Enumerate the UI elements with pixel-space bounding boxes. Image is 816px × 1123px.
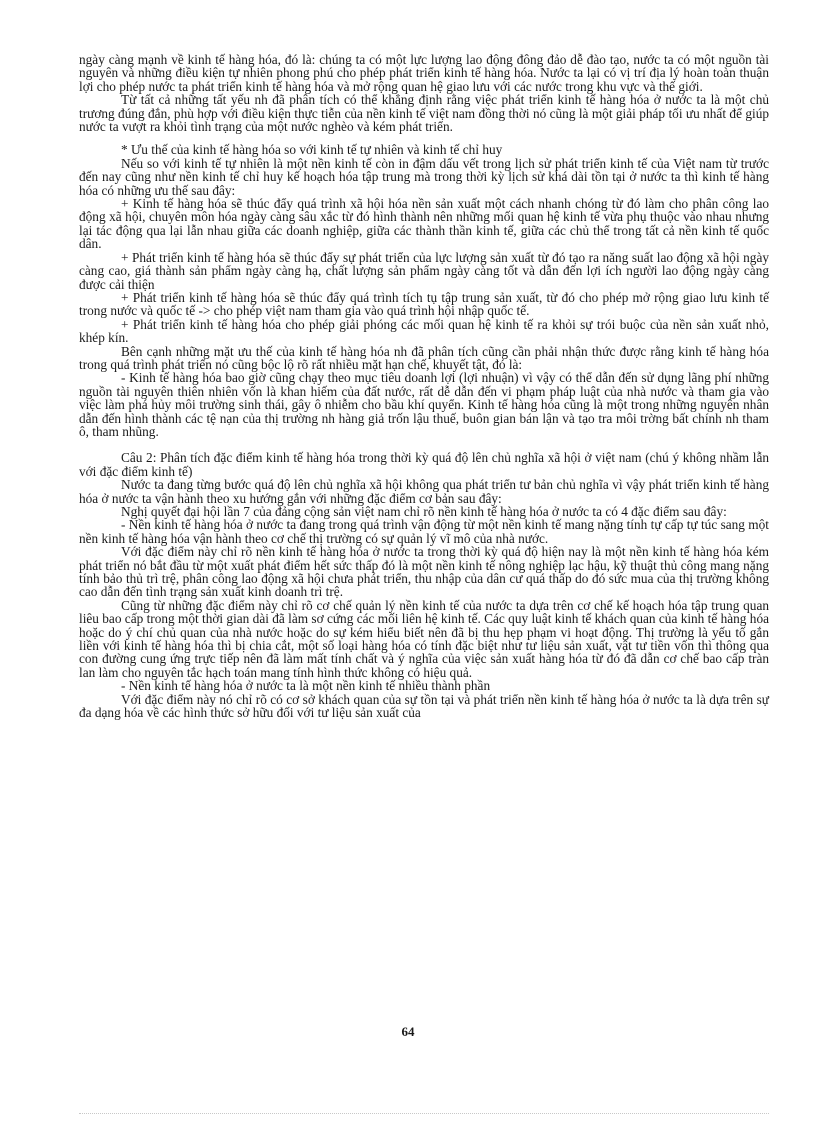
list-item: + Phát triển kinh tế hàng hóa sẽ thúc đẩy sự phát triển của lực lượng sản xuất từ đó tạo ra năng suất lao động xã hội ngày càng cao, giá thành sản phẩm ngày càng hạ, chất lượng sản phẩm ngày càng tốt và dẫn đến lợi ích người lao động ngày càng được cải thiện (79, 249, 769, 292)
list-item: - Nền kinh tế hàng hóa ở nước ta đang trong quá trình vận động từ một nền kinh tế mang nặng tính tự cấp tự túc sang một nền kinh tế hàng hóa vận hành theo cơ chế thị trường có sự quản lý vĩ mô của nhà nước. (79, 517, 769, 546)
document-body (79, 53, 769, 720)
list-item: + Phát triển kinh tế hàng hóa sẽ thúc đẩy quá trình tích tụ tập trung sản xuất, từ đó cho phép mở rộng giao lưu kinh tế trong nước và quốc tế -> cho phép việt nam tham gia vào quá trình hội nhập quốc tế. (79, 289, 769, 319)
question-heading: Câu 2: Phân tích đặc điểm kinh tế hàng hóa trong thời kỳ quá độ lên chủ nghĩa xã hội ở việt nam (chú ý không nhầm lẫn với đặc điểm kinh tế) (79, 450, 769, 479)
paragraph: ngày càng mạnh về kinh tế hàng hóa, đó là: chúng ta có một lực lượng lao động đông đảo dễ đào tạo, nước ta có một nguồn tài nguyên và những điều kiện tự nhiên phong phú cho phép phát triển kinh tế hàng hóa. Nước ta lại có vị trí địa lý hoàn toàn thuận lợi cho phép nước ta phát triển kinh tế hàng hóa và mở rộng quan hệ giao lưu với các nước trong khu vực và thế giới. (79, 52, 769, 94)
page-number: 64 (401, 1024, 415, 1039)
paragraph: Với đặc điểm này chỉ rõ nền kinh tế hàng hóa ở nước ta trong thời kỳ quá độ hiện nay là một nền kinh tế hàng hóa kém phát triển nó bắt đầu từ một xuất phát điểm hết sức thấp đó là một nền kinh tế nông nghiệp lạc hậu, kỹ thuật thủ công mang nặng tính bảo thủ trì trệ, phân công lao động xã hội chưa phát triển, thu nhập của dân cư quá thấp do đó sức mua của thị trường không cao dẫn đến tình trạng sản xuất kinh doanh trì trệ. (79, 544, 769, 600)
paragraph: Cũng từ những đặc điểm này chỉ rõ cơ chế quản lý nền kinh tế của nước ta dựa trên cơ chế kế hoạch hóa tập trung quan liêu bao cấp trong một thời gian dài đã làm sơ cứng các mối liên hệ kinh tế. Các quy luật kinh tế khách quan của kinh tế hàng hóa hoặc do ý chí chủ quan của nhà nước hoặc do sự kém hiểu biết nên đã bị thu hẹp phạm vi hoạt động. Thị trường là yếu tố gắn liền với kinh tế hàng hóa thì bị chia cắt, một số loại hàng hóa có tính đặc biệt như tư liệu sản xuất, vật tư tiền vốn thì thông qua con đường cung ứng trực tiếp nên đã làm mất tính chất và ý nghĩa của việc sản xuất hàng hóa từ đó đã dẫn cơ chế bao cấp tràn lan làm cho nguyên tắc hạch toán mang tính hình thức không có hiệu quả. (79, 597, 769, 680)
list-item: + Kinh tế hàng hóa sẽ thúc đẩy quá trình xã hội hóa nền sản xuất một cách nhanh chóng từ đó làm cho phân công lao động xã hội, chuyên môn hóa ngày càng sâu xắc từ đó hình thành nên những mối quan hệ kinh tế vừa phụ thuộc vào nhau nhưng lại tác động qua lại lẫn nhau giữa các doanh nghiệp, giữa các thành thần kinh tế, giữa các chủ thể trong tất cả nền kinh tế quốc dân. (79, 196, 769, 252)
list-item: - Kinh tế hàng hóa bao giờ cũng chạy theo mục tiêu doanh lợi (lợi nhuận) vì vậy có thể dẫn đến sử dụng lãng phí những nguồn tài nguyên thiên nhiên vốn là khan hiếm của đất nước, rất dễ dẫn đến vi phạm pháp luật của nhà nước và tham gia vào việc làm phá hủy môi trường sinh thái, gây ô nhiễm cho bầu khí quyển. Kinh tế hàng hóa cũng là một trong những nguyên nhân dẫn đến hình thành các tệ nạn của thị trường nh hàng giả trốn lậu thuế, buôn gian bán lận và tạo tra môi trờng bất chính nh tham ô, tham nhũng. (79, 370, 769, 439)
paragraph: Bên cạnh những mặt ưu thế của kinh tế hàng hóa nh đã phân tích cũng cần phải nhận thức được rằng kinh tế hàng hóa trong quá trình phát triển nó cũng bộc lộ rõ rất nhiều mặt hạn chế, khuyết tật, đó là: (79, 343, 769, 372)
paragraph: Từ tất cả những tất yếu nh đã phân tích có thể khẳng định rằng việc phát triển kinh tế hàng hóa ở nước ta là một chủ trương đúng đắn, phù hợp với điều kiện thực tiễn của nền kinh tế việt nam đồng thời nó cũng là một giải pháp tối ưu nhất để giúp nước ta vượt ra khỏi tình trạng của một nước nghèo và kém phát triển. (79, 92, 769, 135)
section-heading: * Ưu thế của kinh tế hàng hóa so với kinh tế tự nhiên và kinh tế chỉ huy (121, 142, 503, 158)
paragraph: Nghị quyết đại hội lần 7 của đảng cộng sản việt nam chỉ rõ nền kinh tế hàng hóa ở nước ta có 4 đặc điểm sau đây: (121, 504, 727, 519)
list-item: - Nền kinh tế hàng hóa ở nước ta là một nền kinh tế nhiều thành phần (121, 678, 491, 694)
list-item: + Phát triển kinh tế hàng hóa cho phép giải phóng các mối quan hệ kinh tế ra khỏi sự trói buộc của nền sản xuất nhỏ, khép kín. (79, 316, 769, 346)
paragraph: Với đặc điểm này nó chỉ rõ có cơ sở khách quan của sự tồn tại và phát triển nền kinh tế hàng hóa ở nước ta là dựa trên sự đa dạng hóa về các hình thức sở hữu đối với tư liệu sản xuất của (79, 691, 769, 721)
footer-divider (79, 1113, 769, 1114)
paragraph: Nếu so với kinh tế tự nhiên là một nền kinh tế còn in đậm dấu vết trong lịch sử phát triển kinh tế của Việt nam từ trước đến nay cũng như nền kinh tế chỉ huy kế hoạch hóa tập trung mà trong thời kỳ lịch sử khá dài tồn tại ở nước ta thì kinh tế hàng hóa có những ưu thế sau đây: (79, 155, 769, 198)
paragraph: Nước ta đang từng bước quá độ lên chủ nghĩa xã hội không qua phát triển tư bản chủ nghĩa vì vậy phát triển kinh tế hàng hóa ở nước ta vận hành theo xu hướng gắn với những đặc điểm cơ bản sau đây: (79, 477, 769, 506)
